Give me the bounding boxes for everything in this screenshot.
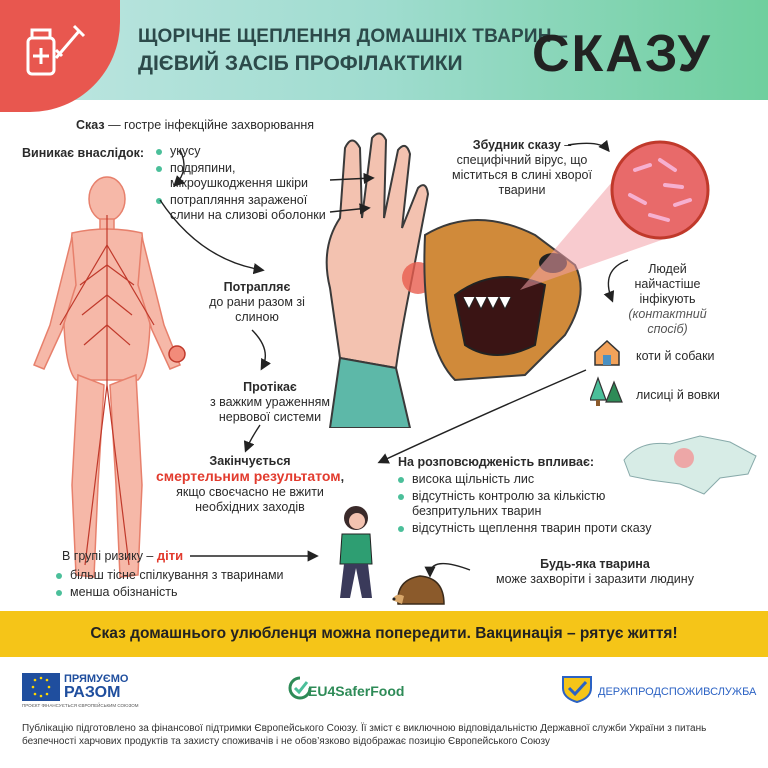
risk-highlight: діти bbox=[156, 548, 184, 563]
header-highlight: СКАЗУ bbox=[532, 25, 712, 83]
dps-shield-icon bbox=[560, 674, 594, 704]
banner-text: Сказ домашнього улюбленця можна попередити. Вакцинація – рятує життя! bbox=[90, 625, 678, 642]
spread-item: відсутність щеплення тварин проти сказу bbox=[398, 521, 688, 536]
header-line-1: ЩОРІЧНЕ ЩЕПЛЕННЯ ДОМАШНІХ ТВАРИН – bbox=[138, 26, 568, 47]
course-title: Протікає bbox=[243, 380, 297, 394]
agent-text: специфічний вірус, що міститься в слині хворої тварини bbox=[452, 153, 592, 197]
cause-item: подряпини, мікроушкодження шкіри bbox=[156, 161, 326, 191]
enters-title: Потрапляє bbox=[223, 280, 291, 294]
infect-item-cats-dogs: коти й собаки bbox=[636, 349, 715, 363]
outcome-red-text: смертельним результатом bbox=[155, 468, 341, 484]
agent-block: Збудник сказу – специфічний вірус, що міститься в слині хворої тварини bbox=[442, 138, 602, 198]
eu-logo-small: ПРОЄКТ ФІНАНСУЄТЬСЯ ЄВРОПЕЙСЬКИМ СОЮЗОМ bbox=[22, 703, 139, 708]
eu-logo-line2: РАЗОМ bbox=[64, 684, 121, 701]
infect-note: (контактний спосіб) bbox=[628, 307, 707, 336]
spread-item: відсутність контролю за кількістю безпритульних тварин bbox=[398, 489, 688, 519]
cause-item: потрапляння зараженої слини на слизові оболонки bbox=[156, 193, 326, 223]
spread-item: висока щільність лис bbox=[398, 472, 688, 487]
enters-text: до рани разом зі слиною bbox=[209, 295, 305, 324]
cause-item: укусу bbox=[156, 144, 326, 159]
risk-prefix: В групі ризику – bbox=[62, 549, 154, 563]
eu4saferfood-logo-text: EU4SaferFood bbox=[308, 683, 405, 699]
causes-title: Виникає внаслідок: bbox=[22, 146, 145, 160]
agent-title: Збудник сказу bbox=[472, 138, 561, 152]
infect-line1: Людей найчастіше інфікують bbox=[634, 262, 701, 306]
risk-item: менша обізнаність bbox=[56, 585, 316, 600]
course-text: з важким ураженням нервової системи bbox=[209, 395, 331, 424]
dps-logo-text: ДЕРЖПРОДСПОЖИВСЛУЖБА bbox=[598, 686, 757, 698]
eu-logo-line1: ПРЯМУЄМО bbox=[64, 673, 129, 685]
outcome-text: якщо своєчасно не вжити необхідних заходів bbox=[176, 485, 324, 514]
spread-title: На розповсюдженість впливає: bbox=[398, 455, 595, 469]
outcome-title: Закінчується bbox=[209, 454, 291, 468]
intro-term: Сказ bbox=[76, 118, 105, 132]
eu-flag-icon bbox=[22, 673, 60, 701]
footer-disclaimer: Публікацію підготовлено за фінансової підтримки Європейського Союзу. Її зміст є виключною відповідальністю Державної служби України з питань безпечності харчових продуктів та захисту споживачів і не обов’язково відображає позицію Європейського Союзу bbox=[22, 723, 707, 747]
header-line-2: ДІЄВИЙ ЗАСІБ ПРОФІЛАКТИКИ bbox=[138, 52, 463, 75]
risk-item: більш тісне спілкування з тваринами bbox=[56, 568, 316, 583]
any-animal-title: Будь-яка тварина bbox=[540, 557, 650, 571]
infect-item-foxes-wolves: лисиці й вовки bbox=[636, 388, 720, 402]
intro-definition: — гостре інфекційне захворювання bbox=[104, 118, 315, 132]
any-animal-text: може захворіти і заразити людину bbox=[496, 572, 694, 586]
outcome-comma: , bbox=[340, 470, 345, 484]
